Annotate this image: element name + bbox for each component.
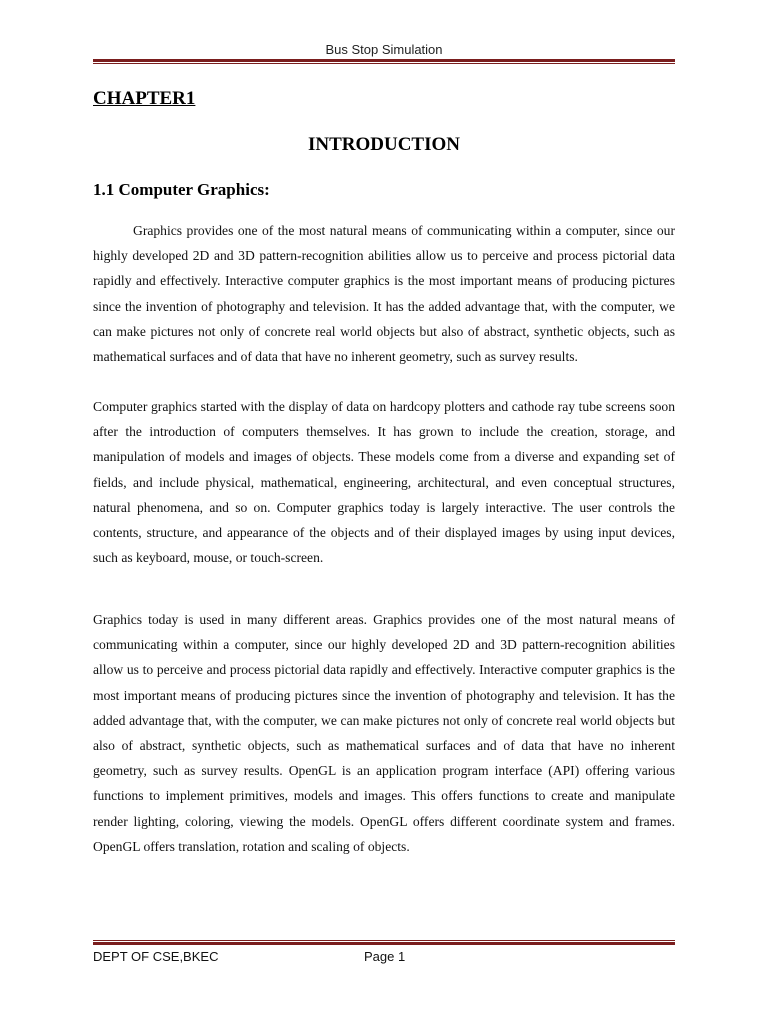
chapter-title: INTRODUCTION: [307, 134, 461, 155]
chapter-label: CHAPTER1: [93, 88, 196, 109]
paragraph: Graphics provides one of the most natural means of communicating within a computer, since our highly developed 2D and 3D pattern-recognition abilities allow us to perceive and process pictorial data rapidly and effectively. Interactive computer graphics is the most important means of producing pictures since the invention of photography and television. It has the added advantage that, with the computer, we can make pictures not only of concrete real world objects but also of abstract, synthetic objects, such as mathematical surfaces and of data that have no inherent geometry, such as survey results.: [93, 223, 675, 365]
running-header: Bus Stop Simulation: [325, 42, 443, 57]
paragraph: Computer graphics started with the display of data on hardcopy plotters and cathode ray tube screens soon after the introduction of computers themselves. It has grown to include the creation, storage, and manipulation of models and images of objects. These models come from a diverse and expanding set of fields, and include physical, mathematical, engineering, architectural, and even conceptual structures, natural phenomena, and so on. Computer graphics today is largely interactive. The user controls the contents, structure, and appearance of the objects and of their displayed images by using input devices, such as keyboard, mouse, or touch-screen.: [93, 399, 675, 566]
footer-department: DEPT OF CSE,BKEC: [93, 949, 219, 964]
paragraph: Graphics today is used in many different areas. Graphics provides one of the most natural means of communicating within a computer, since our highly developed 2D and 3D pattern-recognition abilities allow us to perceive and process pictorial data rapidly and effectively. Interactive computer graphics is the most important means of producing pictures since the invention of photography and television. It has the added advantage that, with the computer, we can make pictures not only of concrete real world objects but also of abstract, synthetic objects, such as mathematical surfaces and of data that have no inherent geometry, such as survey results. OpenGL is an application program interface (API) offering various functions to implement primitives, models and images. This offers functions to create and manipulate render lighting, coloring, viewing the models. OpenGL offers different coordinate system and frames. OpenGL offers translation, rotation and scaling of objects.: [93, 612, 675, 854]
section-heading: 1.1 Computer Graphics:: [93, 180, 270, 199]
header-rule: [93, 59, 675, 64]
page-number: Page 1: [364, 949, 406, 964]
footer-rule: [93, 940, 675, 945]
